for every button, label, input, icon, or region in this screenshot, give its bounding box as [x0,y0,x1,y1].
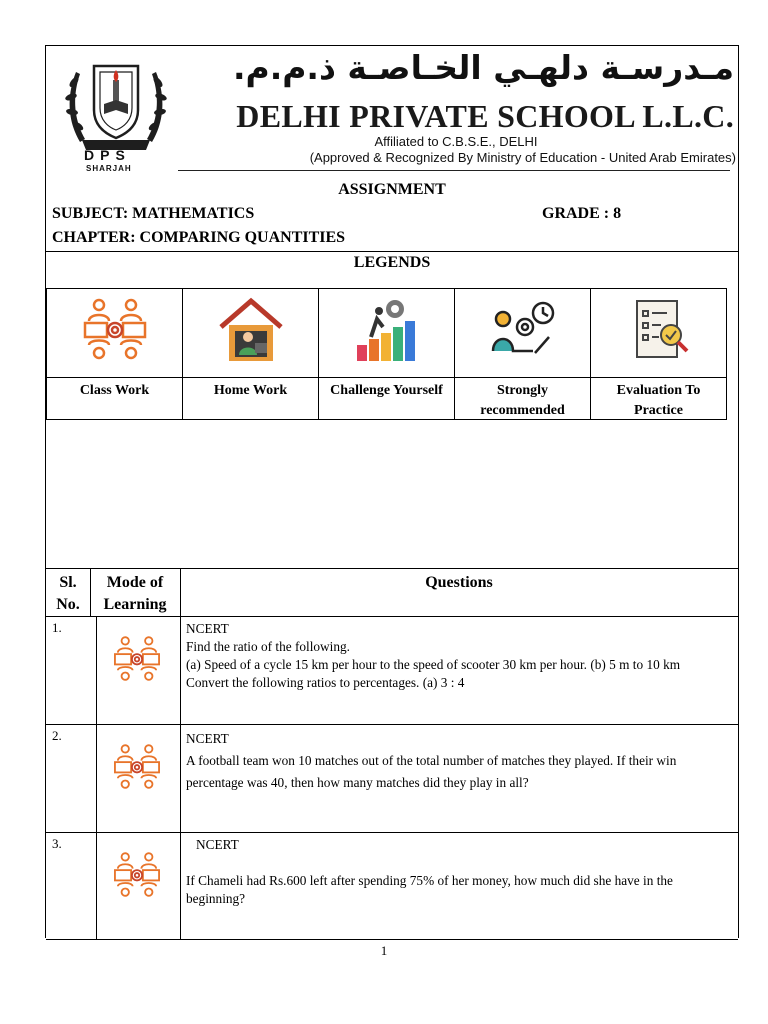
class-work-icon [112,847,162,905]
table-row [46,617,738,725]
question-text [180,617,738,724]
row-number: 1. [46,617,97,724]
legend-label: Evaluation To Practice [616,383,701,418]
legend-label: Home Work [213,383,288,398]
class-work-icon [112,631,162,689]
logo-sharjah-text: SHARJAH [86,164,132,173]
header-divider [178,170,730,171]
legends-table [46,288,727,420]
table-row [46,725,738,833]
mode-cell [90,833,181,939]
school-name-arabic: مـدرسـة دلهـي الخـاصـة ذ.م.م. [232,48,734,87]
legend-divider [47,377,182,378]
sl-no-header: Sl. No. [46,569,91,616]
question-source: NCERT [186,621,229,636]
class-work-icon [112,739,162,797]
legend-divider [183,377,318,378]
chapter-label: CHAPTER: COMPARING QUANTITIES [52,229,346,246]
challenge-icon [353,297,421,365]
legend-label: Strongly recommended [480,383,565,418]
row-number: 2. [46,725,97,832]
mode-cell [90,617,181,724]
table-row [46,833,738,940]
questions-header: Questions [425,574,493,591]
question-line: Convert the following ratios to percentages. (a) 3 : 4 [186,675,465,690]
legends-title: LEGENDS [353,254,431,271]
section-divider [46,251,738,252]
assignment-title: ASSIGNMENT [338,181,446,198]
grade-label: GRADE : 8 [542,205,622,222]
school-crest-logo [60,52,172,156]
page-number: 1 [380,943,388,958]
recommended-icon [489,297,557,365]
evaluation-icon [625,297,693,365]
legend-evaluation [591,289,726,419]
legend-class-work [47,289,183,419]
question-text [180,833,738,939]
mode-cell [90,725,181,832]
question-text [180,725,738,832]
mode-header: Mode of Learning [90,569,181,616]
question-line: (a) Speed of a cycle 15 km per hour to the speed of scooter 30 km per hour. (b) 5 m to 10 km [186,657,681,672]
questions-table [46,568,738,906]
table-header-row [46,569,738,617]
legend-divider [591,377,726,378]
legend-divider [319,377,454,378]
legend-divider [455,377,590,378]
legend-home-work [183,289,319,419]
assignment-page [45,45,739,938]
legend-label: Challenge Yourself [330,383,443,398]
home-work-icon [217,297,285,365]
question-source: NCERT [186,731,229,746]
row-number: 3. [46,833,97,939]
question-line: Find the ratio of the following. [186,639,350,654]
class-work-icon [81,297,149,365]
approval-text: (Approved & Recognized By Ministry of Education - United Arab Emirates) [309,150,736,165]
legend-label: Class Work [79,383,150,398]
question-line: A football team won 10 matches out of the total number of matches they played. If their win percentage was 40, then how many matches did they play in all? [186,753,677,790]
school-header [46,46,738,176]
question-line: If Chameli had Rs.600 left after spending 75% of her money, how much did she have in the beginning? [186,873,673,906]
question-source: NCERT [196,837,239,852]
school-name: DELHI PRIVATE SCHOOL L.L.C. [236,98,734,134]
subject-label: SUBJECT: MATHEMATICS [52,205,255,222]
logo-dps-text: DPS [84,147,131,163]
legend-challenge [319,289,455,419]
affiliation-text: Affiliated to C.B.S.E., DELHI [374,134,538,149]
legend-strongly-recommended [455,289,591,419]
